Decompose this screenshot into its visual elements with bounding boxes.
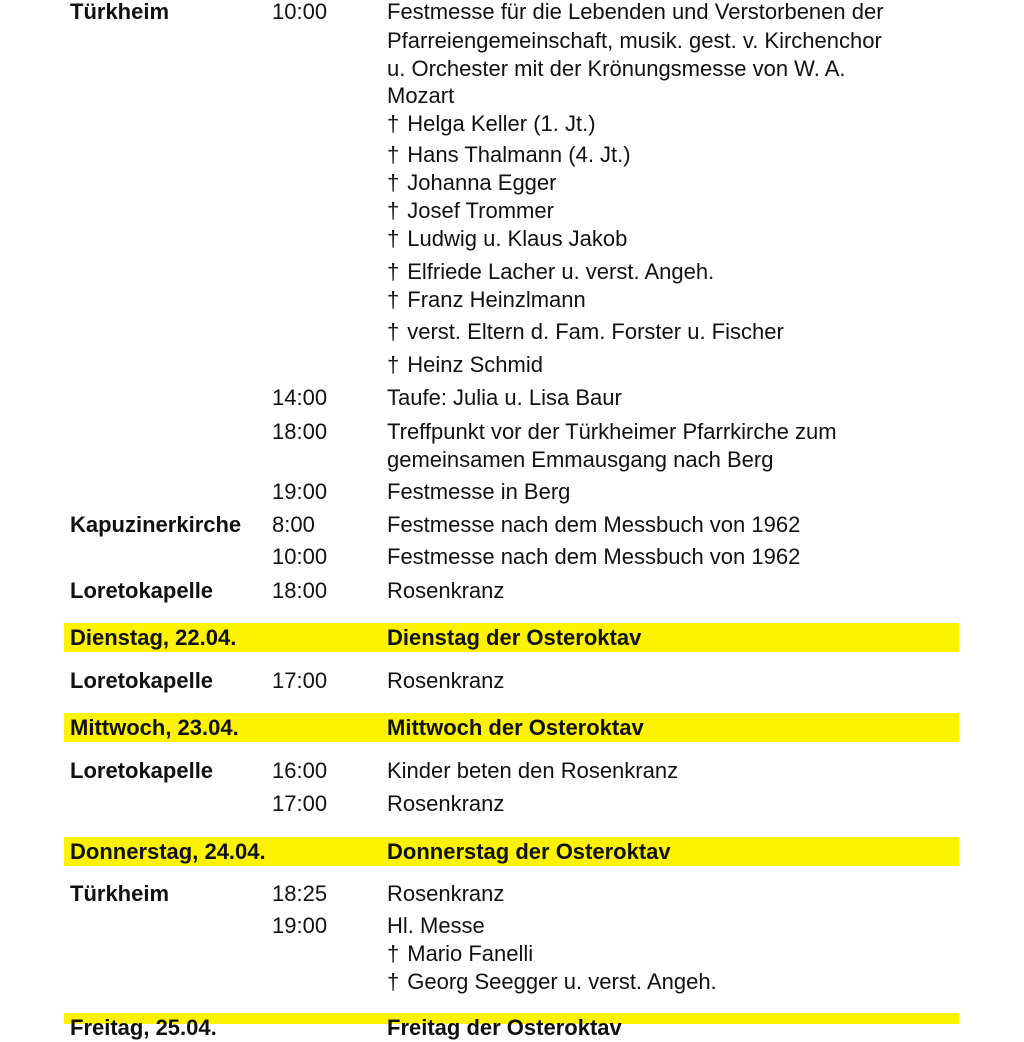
memorial-item: † Helga Keller (1. Jt.) [387, 111, 596, 136]
location-kapuzinerkirche: Kapuzinerkirche [70, 512, 242, 537]
memorial-item: † Franz Heinzlmann [387, 287, 586, 312]
event-text: gemeinsamen Emmausgang nach Berg [387, 447, 774, 472]
memorial-item: † Heinz Schmid [387, 352, 543, 377]
event-text: Pfarreiengemeinschaft, musik. gest. v. Kirchenchor [387, 28, 882, 53]
event-text: Rosenkranz [387, 791, 505, 816]
day-feast: Dienstag der Osteroktav [387, 625, 642, 650]
memorial-item: † Georg Seegger u. verst. Angeh. [387, 969, 717, 994]
time: 18:25 [272, 881, 328, 906]
cross-icon: † [387, 259, 400, 284]
location-loretokapelle: Loretokapelle [70, 668, 214, 693]
day-header-dienstag [64, 623, 959, 652]
memorial-item: † verst. Eltern d. Fam. Forster u. Fischer [387, 319, 784, 344]
cross-icon: † [387, 198, 400, 223]
cross-icon: † [387, 969, 400, 994]
memorial-item: † Mario Fanelli [387, 941, 534, 966]
event-text: Festmesse für die Lebenden und Verstorbenen der [387, 0, 884, 24]
day-date: Freitag, 25.04. [70, 1015, 217, 1040]
memorial-item: † Elfriede Lacher u. verst. Angeh. [387, 259, 715, 284]
event-text: Rosenkranz [387, 668, 505, 693]
memorial-item: † Hans Thalmann (4. Jt.) [387, 142, 631, 167]
day-header-freitag [64, 1013, 959, 1040]
cross-icon: † [387, 319, 400, 344]
event-text: Festmesse in Berg [387, 479, 571, 504]
day-date: Mittwoch, 23.04. [70, 715, 239, 740]
cross-icon: † [387, 226, 400, 251]
time: 8:00 [272, 512, 315, 537]
cross-icon: † [387, 111, 400, 136]
day-feast: Mittwoch der Osteroktav [387, 715, 644, 740]
memorial-item: † Ludwig u. Klaus Jakob [387, 226, 628, 251]
event-text: Kinder beten den Rosenkranz [387, 758, 679, 783]
event-text: Festmesse nach dem Messbuch von 1962 [387, 544, 801, 569]
cross-icon: † [387, 941, 400, 966]
event-text: u. Orchester mit der Krönungsmesse von W. A. [387, 56, 846, 81]
event-text: Festmesse nach dem Messbuch von 1962 [387, 512, 801, 537]
cross-icon: † [387, 287, 400, 312]
event-text: Treffpunkt vor der Türkheimer Pfarrkirche zum [387, 419, 837, 444]
time: 19:00 [272, 913, 328, 938]
event-text: Rosenkranz [387, 578, 505, 603]
day-feast: Freitag der Osteroktav [387, 1015, 622, 1040]
memorial-item: † Josef Trommer [387, 198, 554, 223]
time: 10:00 [272, 544, 328, 569]
day-feast: Donnerstag der Osteroktav [387, 839, 671, 864]
day-header-mittwoch [64, 713, 959, 742]
time: 16:00 [272, 758, 328, 783]
time: 18:00 [272, 419, 328, 444]
event-text: Taufe: Julia u. Lisa Baur [387, 385, 622, 410]
cross-icon: † [387, 142, 400, 167]
event-text: Hl. Messe [387, 913, 485, 938]
time: 14:00 [272, 385, 328, 410]
location-tuerkheim: Türkheim [70, 0, 170, 24]
day-date: Donnerstag, 24.04. [70, 839, 266, 864]
day-date: Dienstag, 22.04. [70, 625, 237, 650]
location-loretokapelle: Loretokapelle [70, 758, 214, 783]
time: 10:00 [272, 0, 328, 24]
location-tuerkheim: Türkheim [70, 881, 170, 906]
day-header-donnerstag [64, 837, 959, 866]
time: 19:00 [272, 479, 328, 504]
event-text: Mozart [387, 83, 455, 108]
time: 17:00 [272, 668, 328, 693]
event-text: Rosenkranz [387, 881, 505, 906]
time: 17:00 [272, 791, 328, 816]
cross-icon: † [387, 352, 400, 377]
memorial-item: † Johanna Egger [387, 170, 557, 195]
time: 18:00 [272, 578, 328, 603]
location-loretokapelle: Loretokapelle [70, 578, 214, 603]
cross-icon: † [387, 170, 400, 195]
